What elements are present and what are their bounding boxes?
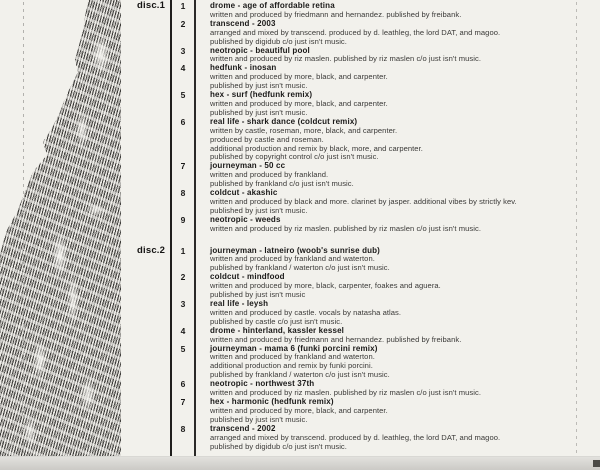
- track-title: hex - surf (hedfunk remix): [210, 90, 313, 100]
- track-credit-line: written and produced by friedmann and hernandez. published by freibank.: [210, 9, 462, 19]
- track-credit-line: published by just isn't music.: [210, 107, 308, 117]
- track-number: 5: [180, 343, 186, 354]
- track-row: [180, 63, 592, 91]
- track-row: [180, 1, 592, 20]
- track-number: 9: [180, 214, 186, 225]
- track-credit-line: published by frankland / waterton c/o just isn't music.: [210, 370, 390, 380]
- track-credit-line: written and produced by more, black, carpenter, foakes and aguera.: [210, 281, 441, 291]
- track-row: [180, 272, 592, 300]
- track-credit-line: produced by castle and roseman.: [210, 134, 324, 144]
- tracklist-content: [137, 0, 592, 464]
- track-credits: [210, 29, 592, 47]
- track-credit-line: published by copyright control c/o just isn't music.: [210, 152, 379, 162]
- track-title: transcend - 2003: [210, 18, 276, 28]
- track-title: journeyman - mama 6 (funki porcini remix): [210, 343, 378, 353]
- track-number: 6: [180, 116, 186, 127]
- column-rule-right: [194, 0, 196, 457]
- track-credit-line: written and produced by frankland and waterton.: [210, 254, 375, 264]
- disc-label: disc.2: [137, 244, 166, 256]
- track-credits: [210, 100, 592, 118]
- track-number: 8: [180, 423, 186, 434]
- track-number: 2: [180, 272, 186, 283]
- track-number: 6: [180, 379, 186, 390]
- track-row: [180, 245, 592, 274]
- track-credit-line: additional production and remix by black, more, and carpenter.: [210, 143, 423, 153]
- track-title: coldcut - akashic: [210, 188, 278, 198]
- track-row: [180, 325, 592, 345]
- track-credit-line: published by castle c/o just isn't music.: [210, 316, 343, 326]
- track-credit-line: written and produced by frankland.: [210, 170, 329, 180]
- track-number: 5: [180, 90, 186, 101]
- track-credit-line: written and produced by riz maslen. published by riz maslen c/o just isn't music.: [210, 223, 481, 233]
- track-title: transcend - 2002: [210, 423, 276, 433]
- track-number: 7: [180, 396, 186, 407]
- track-title: journeyman - latneiro (woob's sunrise dub): [210, 245, 380, 255]
- track-title: journeyman - 50 cc: [210, 161, 286, 171]
- track-title: hedfunk - inosan: [210, 63, 277, 73]
- track-credit-line: arranged and mixed by transcend. produced by d. leathleg, the lord DAT, and magoo.: [210, 27, 501, 37]
- halftone-artwork-texture: [0, 0, 121, 458]
- track-credits: [210, 171, 592, 189]
- track-credits: [210, 282, 592, 300]
- track-title: drome - hinterland, kassler kessel: [210, 325, 345, 335]
- track-row: [180, 214, 592, 234]
- track-number: 8: [180, 188, 186, 199]
- track-number: 7: [180, 161, 186, 172]
- track-number: 4: [180, 63, 186, 74]
- track-title: coldcut - mindfood: [210, 272, 285, 282]
- track-number: 3: [180, 45, 186, 56]
- track-credit-line: written and produced by friedmann and hernandez. published by freibank.: [210, 334, 462, 344]
- track-row: [180, 45, 592, 65]
- track-credit-line: written and produced by more, black, and carpenter.: [210, 405, 388, 415]
- track-title: neotropic - beautiful pool: [210, 45, 310, 55]
- track-credits: [210, 225, 592, 234]
- track-credits: [210, 353, 592, 380]
- track-row: [180, 396, 592, 425]
- track-row: [180, 188, 592, 216]
- track-credits: [210, 127, 592, 163]
- track-credit-line: written and produced by more, black, and carpenter.: [210, 72, 388, 82]
- track-title: drome - age of affordable retina: [210, 1, 335, 10]
- track-number: 3: [180, 299, 186, 309]
- track-credit-line: published by just isn't music.: [210, 205, 308, 215]
- track-credit-line: published by just isn't music.: [210, 414, 308, 424]
- track-row: [180, 379, 592, 398]
- track-row: [180, 343, 592, 381]
- track-title: real life - leysh: [210, 299, 269, 308]
- track-title: neotropic - northwest 37th: [210, 379, 315, 389]
- track-credit-line: written and produced by riz maslen. published by riz maslen c/o just isn't music.: [210, 388, 481, 398]
- track-title: hex - harmonic (hedfunk remix): [210, 396, 334, 406]
- track-row: [180, 423, 592, 452]
- track-title: real life - shark dance (coldcut remix): [210, 116, 358, 126]
- track-row: [180, 90, 592, 118]
- track-credits: [210, 198, 592, 216]
- track-credit-line: written and produced by more, black, and carpenter.: [210, 98, 388, 108]
- perforation-line-left: [23, 2, 24, 456]
- track-credit-line: published by just isn't music: [210, 290, 306, 300]
- track-credit-line: published by just isn't music.: [210, 81, 308, 91]
- track-credit-line: published by digidub c/o just isn't music.: [210, 441, 347, 451]
- track-credit-line: written and produced by riz maslen. published by riz maslen c/o just isn't music.: [210, 54, 481, 64]
- track-list: [180, 245, 592, 452]
- track-credit-line: published by frankland c/o just isn't music.: [210, 179, 354, 189]
- track-row: [180, 18, 592, 47]
- track-row: [180, 161, 592, 189]
- track-credit-line: published by digidub c/o just isn't music.: [210, 36, 347, 46]
- track-credit-line: written and produced by frankland and waterton.: [210, 352, 375, 362]
- track-credit-line: written and produced by black and more. clarinet by jasper. additional vibes by strictly kev.: [210, 196, 517, 206]
- track-number: 1: [180, 245, 186, 256]
- scan-corner-mark: [593, 460, 600, 467]
- track-number: 4: [180, 325, 186, 336]
- track-credits: [210, 255, 592, 273]
- disc-label: disc.1: [137, 0, 166, 11]
- track-credit-line: arranged and mixed by transcend. produced by d. leathleg, the lord DAT, and magoo.: [210, 432, 501, 442]
- disc-section: [137, 0, 592, 234]
- track-credit-line: additional production and remix by funki porcini.: [210, 361, 373, 371]
- track-credits: [210, 73, 592, 91]
- track-list: [180, 1, 592, 234]
- track-credit-line: published by frankland / waterton c/o just isn't music.: [210, 263, 390, 273]
- track-row: [180, 116, 592, 163]
- disc-section: [137, 244, 592, 452]
- track-credit-line: written by castle, roseman, more, black, and carpenter.: [210, 125, 398, 135]
- scan-edge-bottom: [0, 456, 600, 470]
- track-credits: [210, 309, 592, 327]
- track-number: 2: [180, 18, 186, 29]
- track-credits: [210, 407, 592, 425]
- track-title: neotropic - weeds: [210, 214, 281, 224]
- track-number: 1: [180, 1, 186, 11]
- track-credit-line: written and produced by castle. vocals by natasha atlas.: [210, 307, 402, 317]
- track-row: [180, 299, 592, 327]
- track-credits: [210, 434, 592, 452]
